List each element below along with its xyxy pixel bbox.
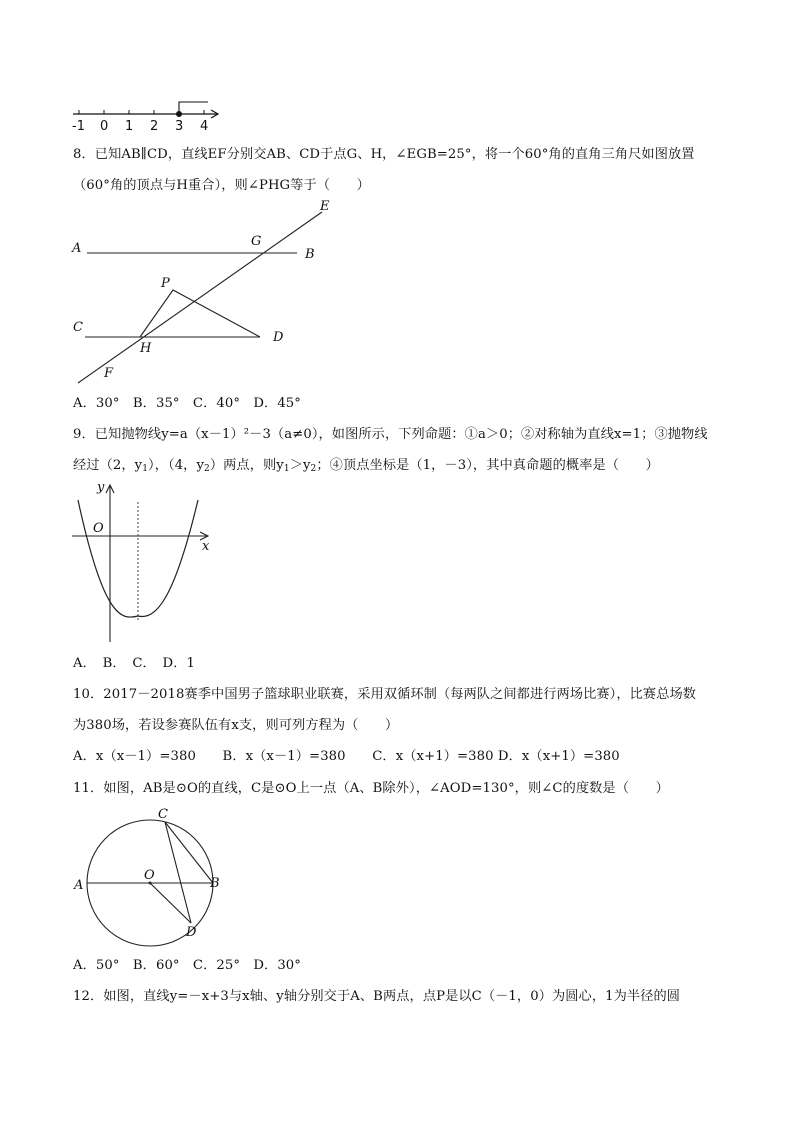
- q9-options: A． B． C． D．1: [73, 656, 195, 671]
- tick-label: 2: [150, 119, 159, 134]
- tick-label: 4: [200, 119, 209, 134]
- label-B: B: [210, 876, 220, 891]
- q12-stem-line1: 12．如图，直线y=－x+3与x轴、y轴分别交于A、B两点，点P是以C（－1，0）为圆心，1为半径的圆: [73, 989, 681, 1004]
- q11-options: A．50° B．60° C．25° D．30°: [73, 958, 301, 973]
- q9-parabola-figure: [70, 480, 220, 650]
- label-G: G: [251, 234, 262, 249]
- tick-label: -1: [72, 119, 85, 134]
- label-E: E: [320, 199, 330, 214]
- label-A: A: [74, 878, 84, 893]
- q8-stem-line2: （60°角的顶点与H重合），则∠PHG等于（ ）: [73, 178, 370, 193]
- q11-stem-line1: 11．如图，AB是⊙O的直线，C是⊙O上一点（A、B除外），∠AOD=130°，则∠C的度数是（ ）: [73, 781, 669, 796]
- label-x: x: [202, 539, 210, 554]
- q10-stem-line2: 为380场，若设参赛队伍有x支，则可列方程为（ ）: [73, 718, 399, 733]
- label-P: P: [161, 276, 170, 291]
- label-y: y: [97, 480, 105, 495]
- q8-stem-line1: 8．已知AB∥CD，直线EF分别交AB、CD于点G、H，∠EGB=25°，将一个60°角的直角三角尺如图放置: [73, 147, 695, 162]
- label-C: C: [158, 807, 168, 822]
- label-A: A: [72, 241, 82, 256]
- label-O: O: [93, 521, 104, 536]
- q8-options: A．30° B．35° C．40° D．45°: [73, 396, 301, 411]
- tick-label: 0: [100, 119, 109, 134]
- closed-endpoint: [176, 111, 182, 117]
- label-D: D: [273, 330, 284, 345]
- q9-stem-line2: 经过（2，$y_1$），（4，$y_2$）两点，则$y_1>y_2$；④顶点坐标是（1，－3），其中真命题的概率是（ ）: [73, 458, 659, 474]
- label-F: F: [104, 366, 114, 381]
- q9-stem-line1: 9．已知抛物线y=a（x－1）²－3（a≠0），如图所示，下列命题：①a＞0；②对称轴为直线x=1；③抛物线: [73, 427, 708, 442]
- label-O: O: [144, 868, 155, 883]
- q10-options: A．x（x－1）=380 B．x（x－1）=380 C．x（x+1）=380 D．x（x+1）=380: [73, 749, 620, 764]
- label-D: D: [186, 925, 197, 940]
- label-B: B: [305, 247, 315, 262]
- label-C: C: [73, 320, 83, 335]
- label-H: H: [140, 341, 152, 356]
- q8-figure: [70, 200, 340, 390]
- tick-label: 3: [175, 119, 184, 134]
- q11-circle-figure: [70, 805, 240, 955]
- tick-label: 1: [125, 119, 134, 134]
- q10-stem-line1: 10．2017－2018赛季中国男子篮球职业联赛，采用双循环制（每两队之间都进行两场比赛），比赛总场数: [73, 687, 697, 702]
- number-line-figure: [70, 98, 230, 134]
